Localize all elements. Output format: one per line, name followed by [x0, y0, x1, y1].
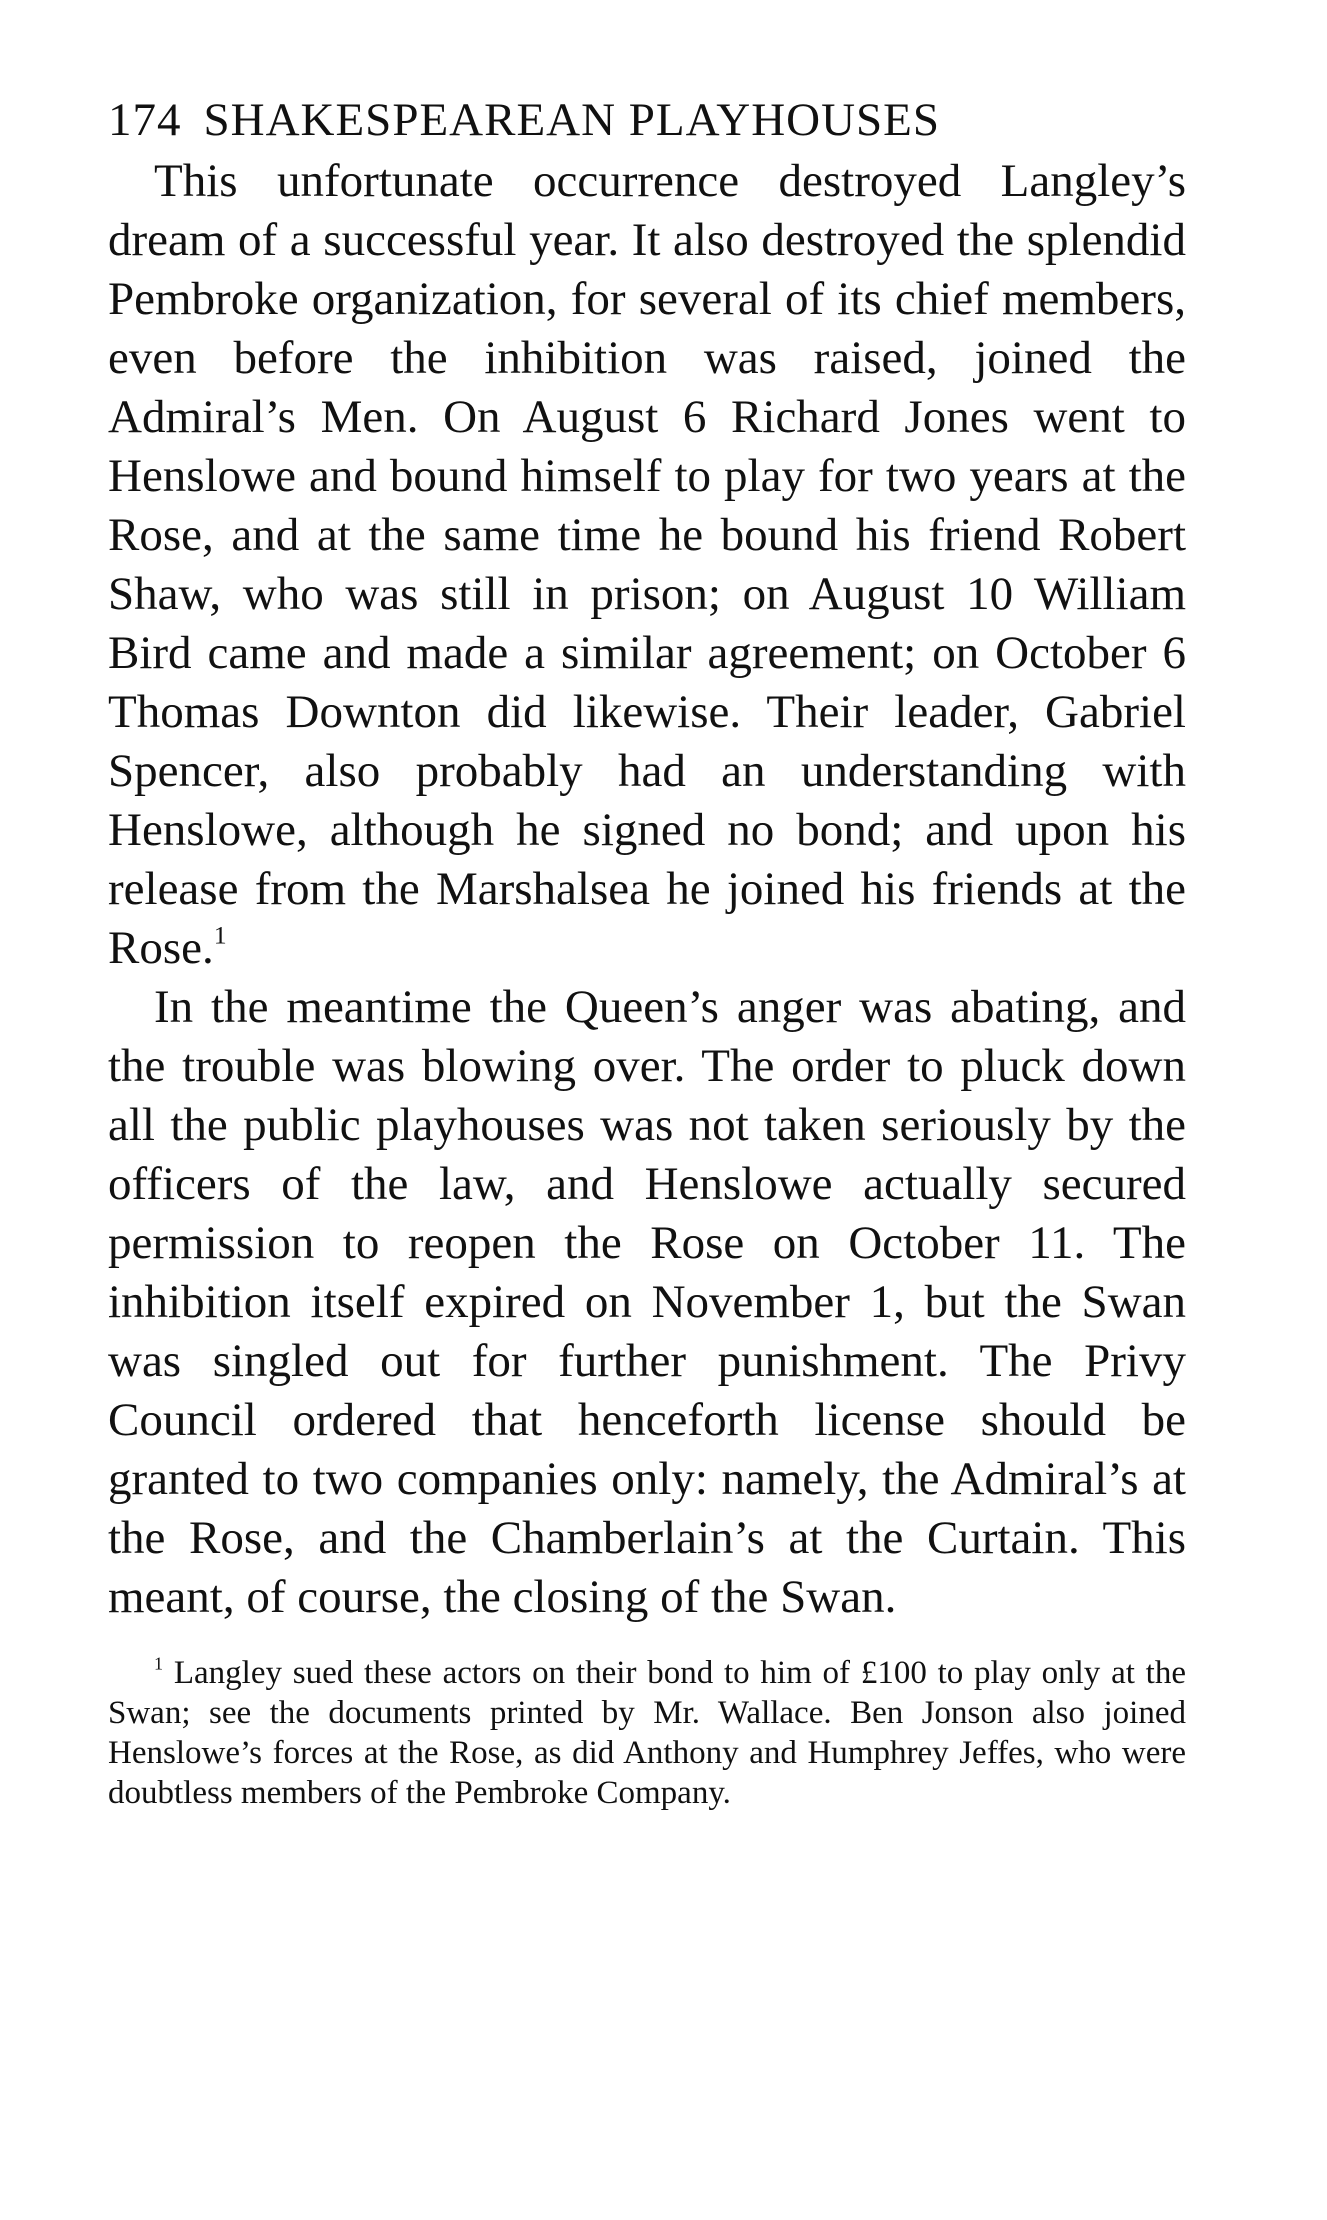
page-number: 174 [108, 94, 182, 146]
paragraph [108, 978, 1186, 1627]
book-page [108, 92, 1186, 1813]
running-title: SHAKESPEAREAN PLAYHOUSES [203, 94, 941, 146]
footnote-marker: 1 [154, 1653, 164, 1674]
paragraph-text: In the meantime the Queen’s anger was abating, and the trouble was blowing over. The order to pluck down all the public playhouses was not taken seriously by the officers of the law, and Henslowe actually secured permission to reopen the Rose on October 11. The inhibition itself expired on November 1, but the Swan was singled out for further punishment. The Privy Council ordered that henceforth license should be granted to two companies only: namely, the Admiral’s at the Rose, and the Chamberlain’s at the Curtain. This meant, of course, the closing of the Swan. [108, 981, 1186, 1623]
paragraph-text: This unfortunate occurrence destroyed Langley’s dream of a successful year. It also destroyed the splendid Pembroke organization, for several of its chief members, even before the inhibition was raised, joined the Admiral’s Men. On August 6 Richard Jones went to Henslowe and bound himself to play for two years at the Rose, and at the same time he bound his friend Robert Shaw, who was still in prison; on August 10 William Bird came and made a similar agreement; on October 6 Thomas Downton did likewise. Their leader, Gabriel Spencer, also probably had an understanding with Henslowe, although he signed no bond; and upon his release from the Marshalsea he joined his friends at the Rose. [108, 155, 1186, 974]
footnote-reference: 1 [213, 920, 227, 950]
footnote [108, 1653, 1186, 1813]
paragraph [108, 152, 1186, 978]
running-head [108, 92, 1186, 148]
footnote-text: Langley sued these actors on their bond to him of £100 to play only at the Swan; see the documents printed by Mr. Wallace. Ben Jonson also joined Henslowe’s forces at the Rose, as did Anthony and Humphrey Jeffes, who were doubtless members of the Pembroke Company. [108, 1655, 1186, 1811]
body-text [108, 152, 1186, 1627]
footnotes [108, 1653, 1186, 1813]
